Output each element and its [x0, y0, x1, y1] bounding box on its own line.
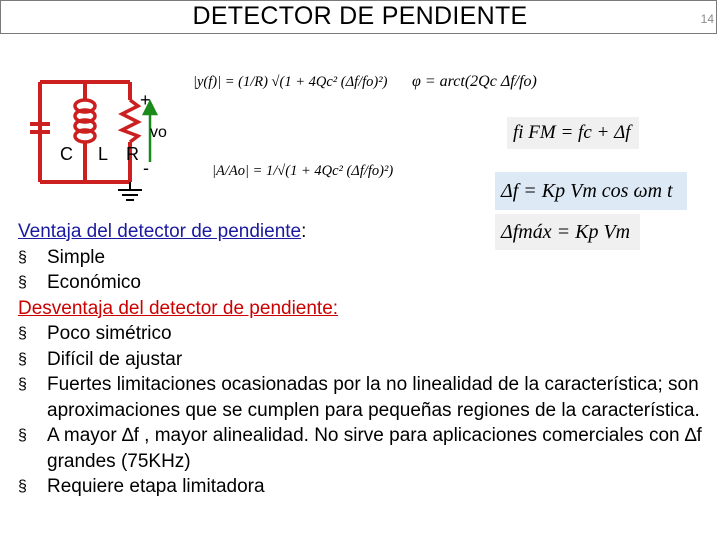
formula-phi	[412, 52, 572, 112]
formula-delta-f	[495, 172, 687, 210]
bullet-marker: §	[18, 350, 27, 368]
desventaja-item: Poco simétrico	[47, 323, 172, 344]
bullet-marker: §	[18, 248, 27, 266]
formula-delta-f-text: Δf = Kp Vm cos ωm t	[501, 180, 673, 202]
label-c: C	[60, 144, 73, 164]
desventaja-heading-line	[18, 296, 718, 322]
ventaja-heading-line	[18, 219, 718, 245]
slide-title: DETECTOR DE PENDIENTE	[192, 2, 528, 30]
desventaja-item: Difícil de ajustar	[47, 348, 183, 370]
inductor-coil	[75, 100, 95, 142]
list-item	[18, 474, 718, 500]
bullet-marker: §	[18, 325, 27, 342]
formula-fi-fm	[507, 117, 639, 149]
desventaja-item: Fuertes limitaciones ocasionadas por la no linealidad de la característica; son aproximaciones que se cumplen para pequeñas regiones de la característica.	[47, 374, 700, 421]
content-list	[18, 219, 718, 500]
desventaja-heading: Desventaja del detector de pendiente:	[18, 297, 339, 319]
formula-y-of-f-text: |y(f)| = (1/R) √(1 + 4Qc² (Δf/fo)²)	[193, 74, 388, 90]
ventaja-colon: :	[301, 221, 307, 242]
list-item	[18, 347, 718, 373]
formula-y-of-f	[193, 52, 398, 112]
resistor-zigzag	[122, 100, 138, 142]
label-plus: +	[140, 90, 151, 110]
list-item	[18, 423, 718, 474]
label-r: R	[126, 144, 139, 164]
ventaja-item: Económico	[47, 272, 141, 293]
formula-a-ratio	[212, 140, 412, 202]
list-item	[18, 245, 718, 271]
page-number: 14	[700, 12, 714, 26]
formula-delta-f-max-text: Δfmáx = Kp Vm	[501, 221, 631, 243]
bullet-marker: §	[18, 274, 27, 291]
list-item	[18, 321, 718, 347]
list-item	[18, 372, 718, 423]
ventaja-heading: Ventaja del detector de pendiente	[18, 221, 302, 242]
label-l: L	[98, 144, 109, 164]
ground-symbol	[118, 182, 142, 200]
list-item	[18, 270, 718, 296]
bullet-marker: §	[18, 478, 27, 495]
formula-phi-text: φ = arct(2Qc Δf/fo)	[412, 73, 537, 90]
formula-a-ratio-text: |A/Ao| = 1/√(1 + 4Qc² (Δf/fo)²)	[212, 163, 394, 179]
formula-fi-fm-text: fi FM = fc + Δf	[513, 122, 631, 143]
ventaja-item: Simple	[47, 246, 106, 268]
bullet-marker: §	[18, 427, 27, 444]
bullet-marker: §	[18, 376, 27, 393]
desventaja-item: A mayor ∆f , mayor alinealidad. No sirve para aplicaciones comerciales con ∆f grandes (75KHz)	[47, 425, 702, 472]
label-minus: -	[143, 158, 149, 178]
desventaja-item: Requiere etapa limitadora	[47, 476, 265, 497]
label-vo: vo	[150, 124, 167, 141]
